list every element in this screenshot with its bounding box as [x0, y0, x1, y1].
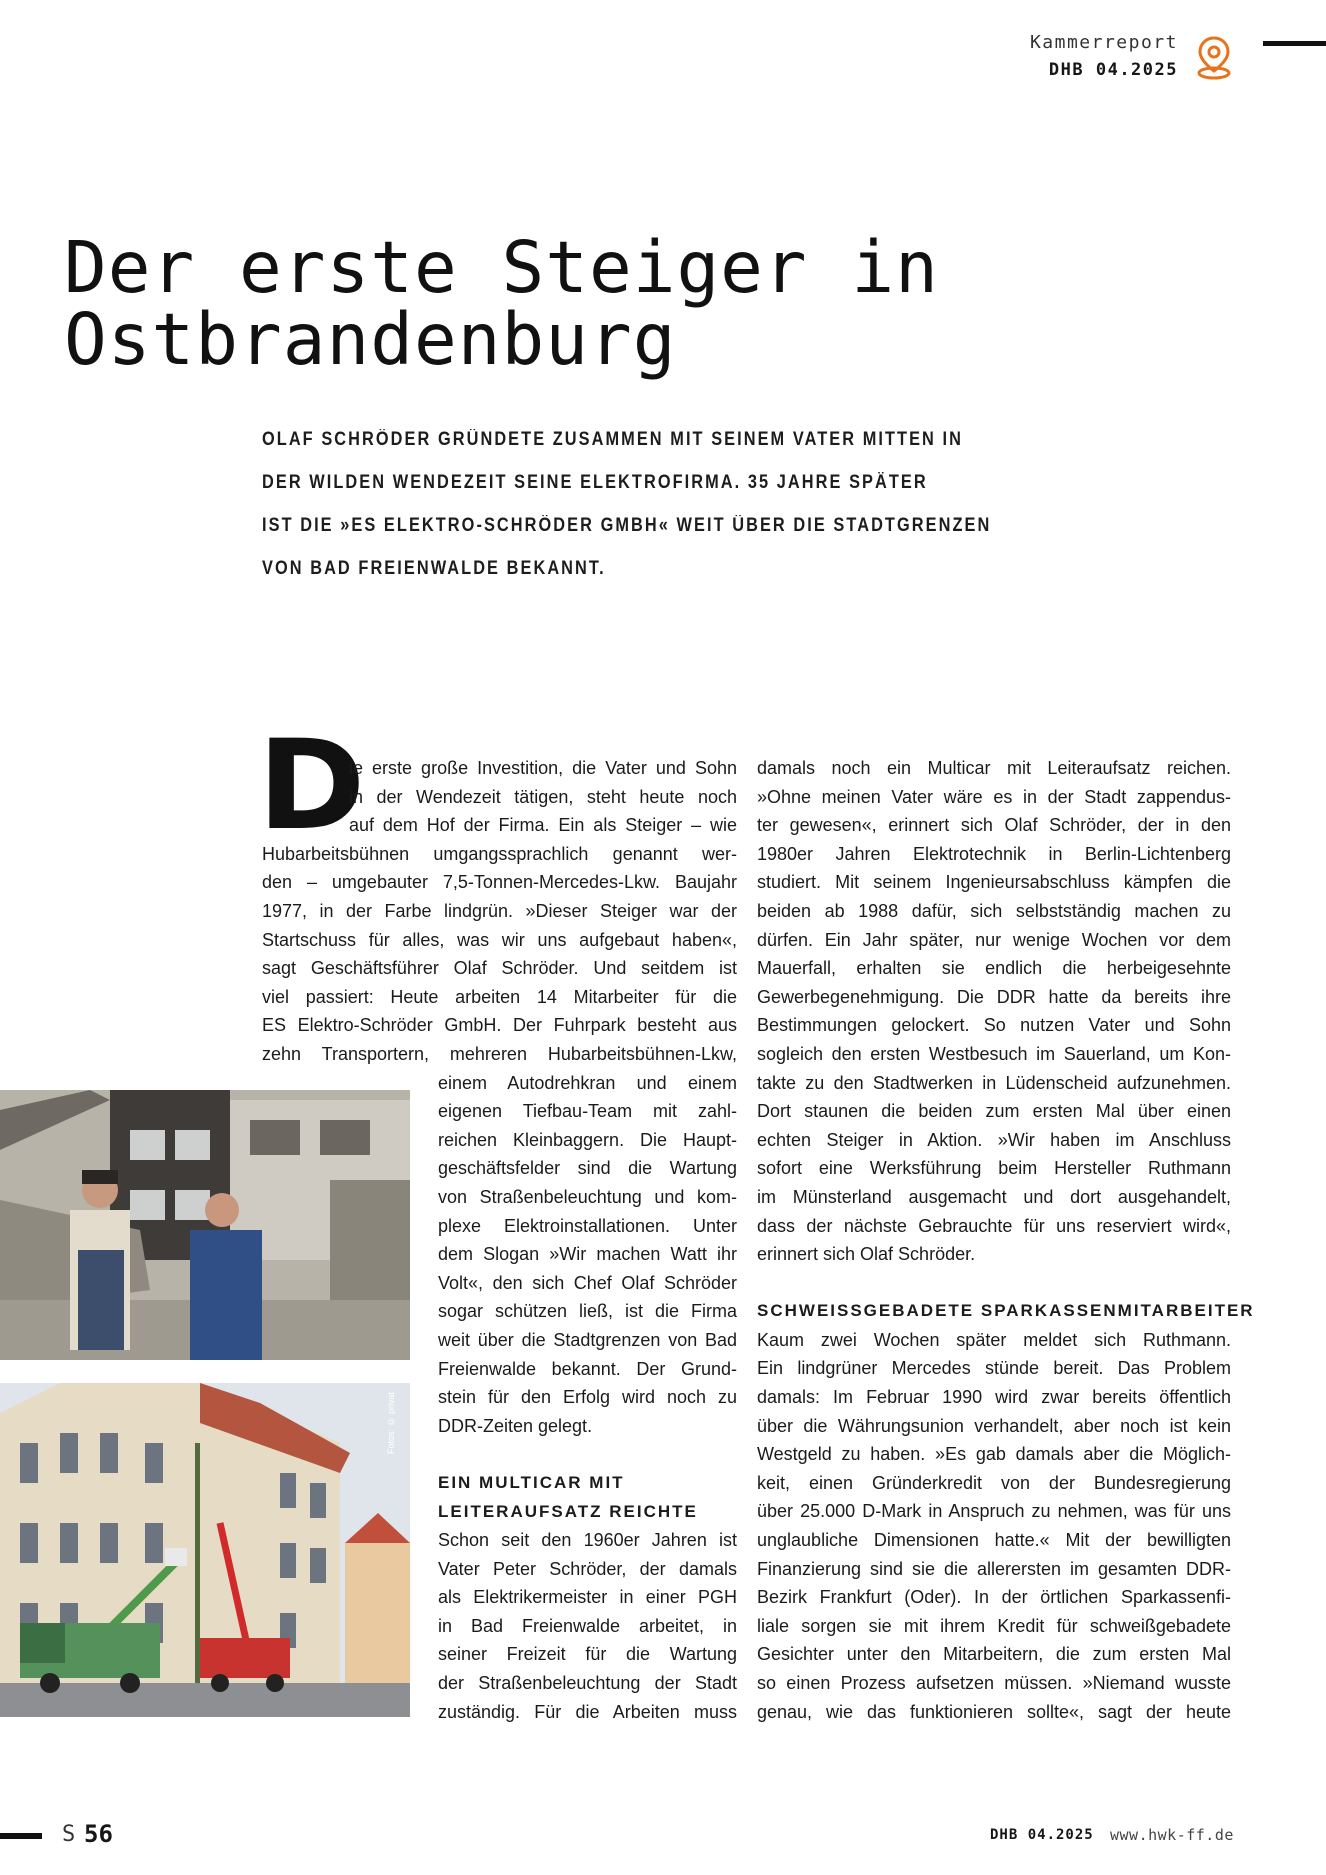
title-line: Ostbrandenburg: [64, 298, 677, 381]
text-line: Startschuss für alles, was wir uns aufgebaut haben«,: [262, 929, 737, 950]
text-line: zehn Transportern, mehreren Hubarbeitsbühnen-Lkw,: [262, 1043, 737, 1064]
section-heading: LEITERAUFSATZ REICHTE: [438, 1501, 698, 1521]
text-line: keit, einen Gründerkredit von der Bundesregierung: [757, 1472, 1231, 1493]
column-1-body: [262, 840, 737, 1069]
column-1-narrow: [438, 1069, 737, 1727]
text-line: 1980er Jahren Elektrotechnik in Berlin-Lichtenberg: [757, 843, 1231, 864]
text-line: Hubarbeitsbühnen umgangssprachlich genannt wer-: [262, 843, 737, 864]
text-line: Schon seit den 1960er Jahren ist: [438, 1530, 737, 1551]
text-line: über 25.000 D-Mark in Anspruch zu nehmen, was für uns: [757, 1501, 1231, 1522]
text-line: seiner Freizeit für die Wartung: [438, 1644, 737, 1665]
text-line: der Straßenbeleuchtung der Stadt: [438, 1673, 737, 1694]
drop-cap: D: [257, 714, 366, 858]
text-line: geschäftsfelder sind die Wartung: [438, 1158, 737, 1179]
photo-credit: Fotos: © privat: [386, 1392, 396, 1455]
text-line: sogar schützen ließ, ist die Firma: [438, 1301, 737, 1322]
column-2: [757, 754, 1255, 1726]
text-line: Bezirk Frankfurt (Oder). In der örtlichen Sparkassenfi-: [757, 1587, 1231, 1608]
text-line: Volt«, den sich Chef Olaf Schröder: [438, 1272, 737, 1293]
text-line: sogleich den ersten Westbesuch im Sauerland, um Kon-: [757, 1043, 1231, 1064]
text-line: ter gewesen«, erinnert sich Olaf Schröder, der in den: [757, 815, 1231, 836]
photo-lift-trucks: [0, 1383, 410, 1717]
text-line: viel passiert: Heute arbeiten 14 Mitarbeiter für die: [262, 986, 737, 1007]
footer-url[interactable]: www.hwk-ff.de: [1110, 1826, 1234, 1844]
column-1-intro: [349, 754, 737, 840]
text-line: 1977, in der Farbe lindgrün. »Dieser Steiger war der: [262, 900, 737, 921]
footer-issue: DHB 04.2025: [990, 1827, 1094, 1843]
section-heading: EIN MULTICAR MIT: [438, 1472, 625, 1492]
text-line: einem Autodrehkran und einem: [438, 1072, 737, 1093]
text-line: Westgeld zu haben. »Es gab damals aber die Möglich-: [757, 1444, 1231, 1465]
text-line: reichen Kleinbaggern. Die Haupt-: [438, 1129, 737, 1150]
text-line: takte zu den Stadtwerken in Lüdenscheid aufzunehmen.: [757, 1072, 1231, 1093]
text-line: sagt Geschäftsführer Olaf Schröder. Und seitdem ist: [262, 958, 737, 979]
text-line: dass der nächste Gebrauchte für uns reserviert wird«,: [757, 1215, 1231, 1236]
text-line: Vater Peter Schröder, der damals: [438, 1558, 737, 1579]
text-line: damals noch ein Multicar mit Leiteraufsatz reichen.: [757, 758, 1231, 778]
section-heading: SCHWEISSGEBADETE SPARKASSENMITARBEITER: [757, 1301, 1255, 1321]
page-number: 56: [84, 1820, 113, 1848]
text-line: über die Währungsunion verhandelt, aber noch ist kein: [757, 1415, 1231, 1436]
text-line: Ein lindgrüner Mercedes stünde bereit. Das Problem: [757, 1358, 1231, 1379]
text-line: damals: Im Februar 1990 wird zwar bereits öffentlich: [757, 1387, 1231, 1408]
text-line: »Ohne meinen Vater wäre es in der Stadt zappendus-: [757, 786, 1231, 807]
lead-line: DER WILDEN WENDEZEIT SEINE ELEKTROFIRMA. 35 JAHRE SPÄTER: [262, 472, 928, 493]
title-line: Der erste Steiger in: [64, 226, 939, 309]
text-line: ES Elektro-Schröder GmbH. Der Fuhrpark besteht aus: [262, 1015, 737, 1036]
text-line: beiden ab 1988 dafür, sich selbstständig machen zu: [757, 900, 1231, 921]
text-line: studiert. Mit seinem Ingenieursabschluss kämpfen die: [757, 872, 1231, 893]
text-line: DDR-Zeiten gelegt.: [438, 1415, 593, 1436]
text-line: Freienwalde bekannt. Der Grund-: [438, 1358, 737, 1379]
text-line: in Bad Freienwalde arbeitet, in: [438, 1615, 737, 1636]
text-line: erinnert sich Olaf Schröder.: [757, 1244, 976, 1265]
text-line: stein für den Erfolg wird noch zu: [438, 1387, 737, 1408]
text-line: Gewerbegenehmigung. Die DDR hatte da bereits ihre: [757, 986, 1231, 1007]
text-line: Bestimmungen gelockert. So nutzen Vater und Sohn: [757, 1015, 1231, 1036]
text-line: als Elektrikermeister in einer PGH: [438, 1587, 737, 1608]
text-line: dem Slogan »Wir machen Watt ihr: [438, 1244, 737, 1265]
text-line: den – umgebauter 7,5-Tonnen-Mercedes-Lkw. Baujahr: [262, 872, 737, 893]
text-line: genau, wie das funktionieren sollte«, sagt der heute: [757, 1701, 1231, 1722]
text-line: Dort staunen die beiden zum ersten Mal über einen: [757, 1101, 1231, 1122]
text-line: dürfen. Ein Jahr später, nur wenige Wochen vor dem: [757, 929, 1231, 950]
text-line: Gesichter unter den Mitarbeitern, die zum ersten Mal: [757, 1644, 1231, 1665]
text-line: Finanzierung sind sie die allerersten im gesamten DDR-: [757, 1558, 1231, 1579]
section-label: Kammerreport: [1029, 32, 1178, 53]
text-line: in der Wendezeit tätigen, steht heute noch: [349, 786, 737, 807]
photo-father-and-son: [0, 1090, 410, 1360]
text-line: plexe Elektroinstallationen. Unter: [438, 1215, 737, 1236]
lead-line: OLAF SCHRÖDER GRÜNDETE ZUSAMMEN MIT SEINEM VATER MITTEN IN: [262, 429, 963, 450]
text-line: ie erste große Investition, die Vater und Sohn: [349, 758, 737, 778]
text-line: eigenen Tiefbau-Team mit zahl-: [438, 1101, 737, 1122]
text-line: Mauerfall, erhalten sie endlich die herbeigesehnte: [757, 958, 1231, 979]
text-line: echten Steiger in Aktion. »Wir haben im Anschluss: [757, 1129, 1231, 1150]
text-line: zuständig. Für die Arbeiten muss: [438, 1701, 737, 1722]
text-line: unglaubliche Dimensionen hatte.« Mit der bewilligten: [757, 1530, 1231, 1551]
text-line: so einen Prozess aufsetzen müssen. »Niemand wusste: [757, 1673, 1231, 1693]
text-line: im Münsterland ausgemacht und dort ausgehandelt,: [757, 1186, 1231, 1207]
article-title: [64, 226, 939, 381]
article-lead: [262, 418, 1110, 590]
text-line: weit über die Stadtgrenzen von Bad: [438, 1329, 737, 1350]
issue-label: DHB 04.2025: [1048, 60, 1178, 80]
text-line: auf dem Hof der Firma. Ein als Steiger – wie: [349, 815, 737, 836]
footer-rule: [0, 1833, 42, 1839]
text-line: von Straßenbeleuchtung und kom-: [438, 1186, 737, 1207]
page-prefix: S: [62, 1822, 76, 1847]
top-rule: [1263, 41, 1326, 46]
location-pin-icon: [1194, 35, 1234, 81]
text-line: sofort eine Werksführung beim Hersteller Ruthmann: [757, 1158, 1231, 1179]
lead-line: IST DIE »ES ELEKTRO-SCHRÖDER GMBH« WEIT ÜBER DIE STADTGRENZEN: [262, 515, 992, 536]
text-line: Kaum zwei Wochen später meldet sich Ruthmann.: [757, 1329, 1231, 1350]
text-line: liale sorgen sie mit ihrem Kredit für schweißgebadete: [757, 1615, 1231, 1636]
lead-line: VON BAD FREIENWALDE BEKANNT.: [262, 558, 606, 579]
